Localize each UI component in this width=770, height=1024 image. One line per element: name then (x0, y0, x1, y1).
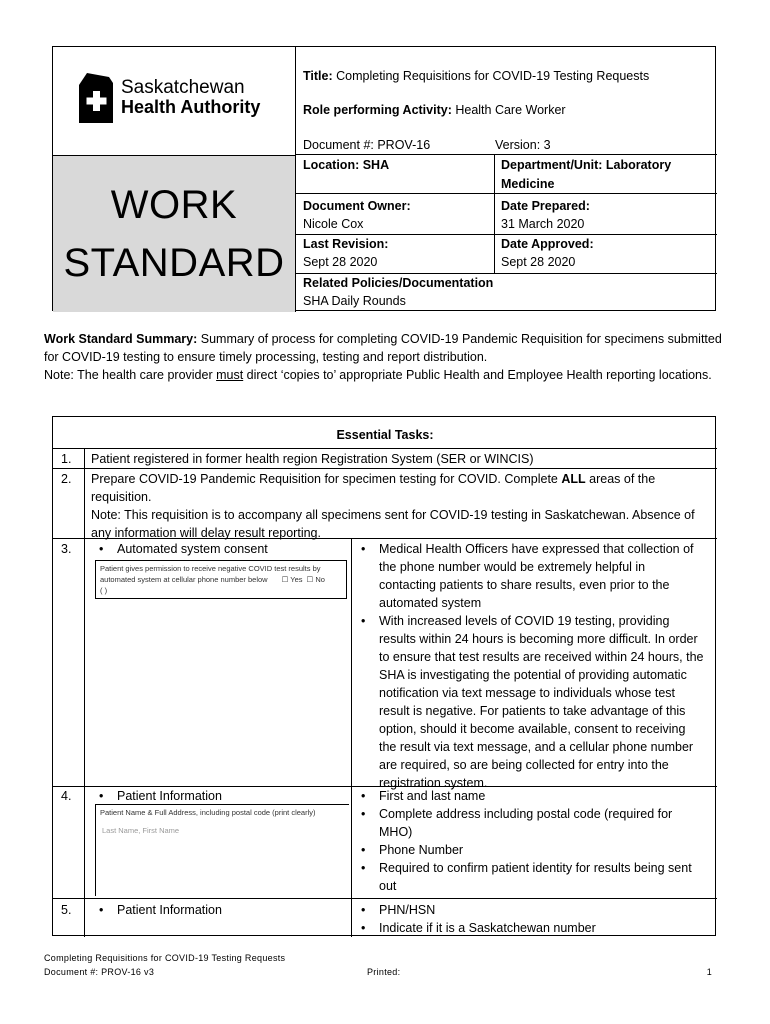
task-2-text-after: areas of the requisition. (91, 472, 656, 504)
task-5-left-bullet: • Patient Information (117, 901, 222, 919)
task-2-text (91, 470, 711, 542)
page-footer (44, 951, 724, 979)
doc-version: Version: 3 (495, 138, 551, 152)
date-approved-label: Date Approved: (501, 237, 594, 251)
task-4-right-bullet-1: • First and last name (379, 787, 705, 805)
task-3-left-bullet: • Automated system consent (117, 540, 268, 558)
footer-page-number: 1 (706, 967, 712, 977)
title-label: Title: (303, 69, 333, 83)
doc-number: Document #: PROV-16 (303, 138, 431, 152)
footer-doc-number: Document #: PROV-16 v3 (44, 967, 155, 977)
org-name-line2: Health Authority (121, 97, 261, 117)
summary-text: Summary of process for completing COVID-19 Pandemic Requisition for specimens submitted for COVID-19 testing to ensure timely processing, testing and report distribution. (44, 332, 722, 364)
patient-info-form-snippet (95, 804, 349, 896)
department-line2: Medicine (501, 177, 555, 191)
tasks-heading: Essential Tasks: (336, 428, 434, 442)
role-label: Role performing Activity: (303, 103, 452, 117)
patient-form-line2: Last Name, First Name (102, 826, 180, 835)
consent-form-line3: ( ) (100, 586, 108, 595)
task-number: 5. (61, 903, 72, 917)
department-line1: Department/Unit: Laboratory (501, 158, 672, 172)
consent-no-checkbox: ☐ No (306, 575, 325, 584)
work-standard-line1: WORK (110, 183, 238, 227)
task-number: 1. (61, 452, 72, 466)
consent-form-line2-text: automated system at cellular phone number below (100, 575, 268, 584)
consent-form-snippet (95, 560, 347, 599)
task-number: 3. (61, 542, 72, 556)
last-revision-label: Last Revision: (303, 237, 389, 251)
footer-title: Completing Requisitions for COVID-19 Testing Requests (44, 953, 286, 963)
consent-yes-checkbox: ☐ Yes (281, 575, 303, 584)
task-2-text-bold: ALL (561, 472, 586, 486)
consent-form-line2 (100, 574, 342, 585)
org-name-line1: Saskatchewan (121, 77, 245, 98)
task-3-right-bullet-2: • With increased levels of COVID 19 testing, providing results within 24 hours is becoming more difficult. In order to ensure that test results are received within 24 hours, the SHA is investigating the potential of providing automatic notification via text message to individuals whose test result is negative. For patients to take advantage of this option, should it become available, consent to receiving the result via text message, and a cellular phone number are required, so are being collected for entry into the registration system. (379, 612, 705, 792)
work-standard-line2: STANDARD (63, 241, 285, 285)
summary-label: Work Standard Summary: (44, 332, 198, 346)
summary-note-prefix: Note: The health care provider (44, 368, 217, 382)
task-4-right-bullet-2: • Complete address including postal code (required for MHO) (379, 805, 705, 841)
owner-label: Document Owner: (303, 199, 411, 213)
date-prepared-value: 31 March 2020 (501, 217, 585, 231)
task-number: 4. (61, 789, 72, 803)
footer-printed: Printed: (367, 967, 401, 977)
owner-value: Nicole Cox (303, 217, 364, 231)
essential-tasks-table (52, 416, 716, 936)
task-4-right-bullet-3: • Phone Number (379, 841, 705, 859)
role-line (303, 101, 566, 120)
consent-form-line1: Patient gives permission to receive negative COVID test results by (100, 564, 321, 573)
date-approved-value: Sept 28 2020 (501, 255, 576, 269)
logo-cell (53, 47, 296, 156)
work-standard-summary (44, 330, 724, 384)
summary-note (44, 366, 724, 384)
task-4-left-bullet: • Patient Information (117, 787, 222, 805)
task-1-text: Patient registered in former health region Registration System (SER or WINCIS) (91, 452, 534, 466)
task-2-note: Note: This requisition is to accompany all specimens sent for COVID-19 testing in Saskatchewan. Absence of any information will delay result reporting. (91, 508, 695, 540)
title-line (303, 67, 649, 86)
related-label: Related Policies/Documentation (303, 276, 494, 290)
summary-note-suffix: direct ‘copies to’ appropriate Public Health and Employee Health reporting locations. (243, 368, 712, 382)
location: Location: SHA (303, 158, 390, 172)
patient-form-line1: Patient Name & Full Address, including postal code (print clearly) (100, 808, 316, 817)
document-header (52, 46, 716, 311)
task-2-text-before: Prepare COVID-19 Pandemic Requisition for specimen testing for COVID. Complete (91, 472, 562, 486)
summary-note-emphasis: must (216, 368, 244, 382)
date-prepared-label: Date Prepared: (501, 199, 590, 213)
task-number: 2. (61, 472, 72, 486)
role-value: Health Care Worker (455, 103, 566, 117)
task-5-right-bullet-2: • Indicate if it is a Saskatchewan number (379, 919, 705, 937)
task-3-right-bullet-1: • Medical Health Officers have expressed that collection of the phone number would be extremely helpful in contacting patients to share results, even prior to the automated system (379, 540, 705, 612)
summary-paragraph (44, 330, 724, 366)
footer-line2 (44, 965, 724, 979)
task-4-right-bullet-4: • Required to confirm patient identity for results being sent out (379, 859, 705, 895)
sha-logo-icon (79, 73, 113, 123)
task-5-right-bullet-1: • PHN/HSN (379, 901, 705, 919)
related-value: SHA Daily Rounds (303, 294, 406, 308)
title-value: Completing Requisitions for COVID-19 Testing Requests (336, 69, 650, 83)
last-revision-value: Sept 28 2020 (303, 255, 378, 269)
work-standard-cell (53, 156, 296, 312)
